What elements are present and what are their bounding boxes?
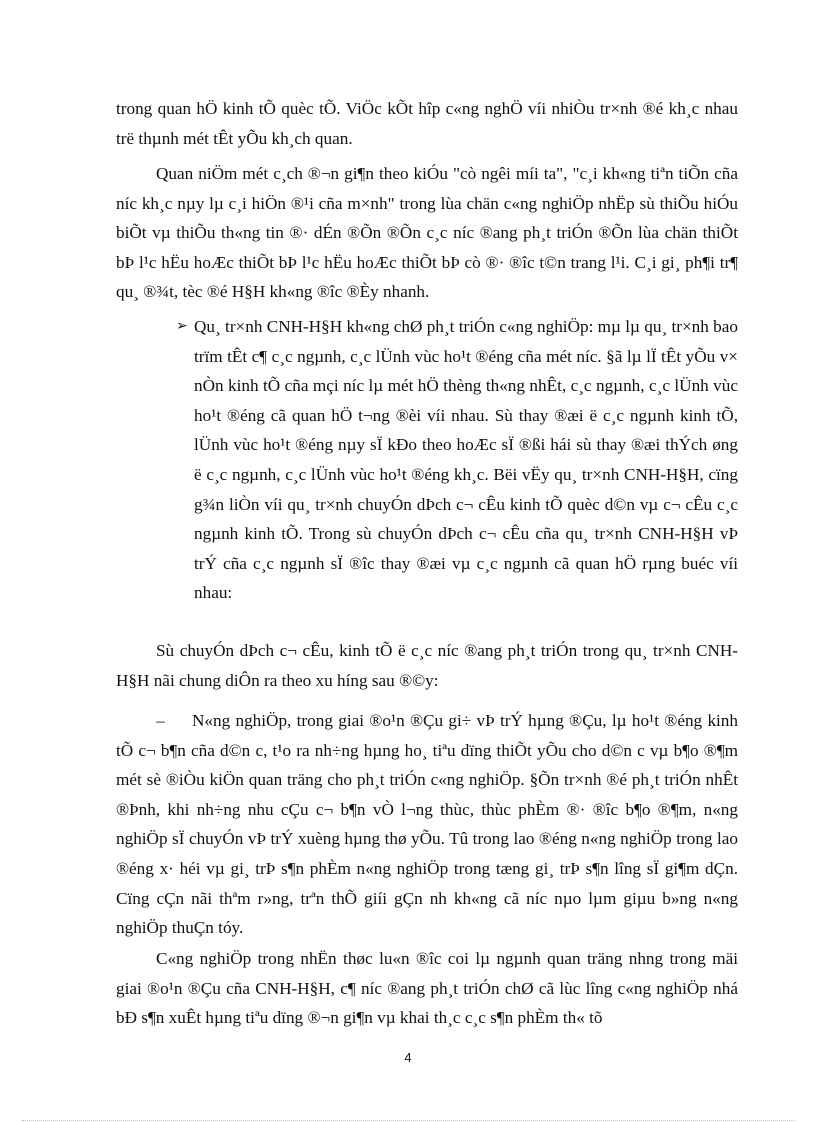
paragraph-intro: trong quan hÖ kinh tÕ quèc tÕ. ViÖc kÕt hîp c«ng nghÖ víi nhiÒu tr×nh ®é kh¸c nhau trë thµnh mét tÊt yÕu kh¸ch quan. [116, 99, 738, 148]
dash-list-item [116, 706, 738, 943]
bullet-text: Qu¸ tr×nh CNH-H§H kh«ng chØ ph¸t triÓn c«ng nghiÖp: mµ lµ qu¸ tr×nh bao trïm tÊt c¶ c¸c ngµnh, c¸c lÜnh vùc ho¹t ®éng cña mét níc. §ã lµ lÏ tÊt yÕu v× nÒn kinh tÕ cña mçi níc lµ mét hÖ thèng th«ng nhÊt, c¸c ngµnh, c¸c lÜnh vùc ho¹t ®éng cã quan hÖ t¬ng ®èi víi nhau. Sù thay ®æi ë c¸c ngµnh kinh tÕ, lÜnh vùc ho¹t ®éng nµy sÏ kÐo theo hoÆc sÏ ®ßi hái sù thay ®æi thÝch øng ë c¸c ngµnh, c¸c lÜnh vùc ho¹t ®éng kh¸c. Bëi vËy qu¸ tr×nh CNH-H§H, cïng g¾n liÒn víi qu¸ tr×nh chuyÓn dÞch c¬ cÊu kinh tÕ quèc d©n vµ c¬ cÊu c¸c ngµnh kinh tÕ. Trong sù chuyÓn dÞch c¬ cÊu cña qu¸ tr×nh CNH-H§H vÞ trÝ cña c¸c ngµnh sÏ ®îc thay ®æi vµ c¸c ngµnh cã quan hÖ rµng buéc víi nhau: [194, 317, 738, 603]
paragraph-industry: C«ng nghiÖp trong nhËn thøc lu«n ®îc coi lµ ngµnh quan träng nhng trong mäi giai ®o¹n ®Çu cña CNH-H§H, c¶ níc ®ang ph¸t triÓn chØ cã lùc lîng c«ng nghiÖp nhá bÐ s¶n xuÊt hµng tiªu dïng ®¬n gi¶n vµ khai th¸c c¸c s¶n phÈm th« tõ [116, 949, 738, 1028]
dash-item-text: N«ng nghiÖp, trong giai ®o¹n ®Çu gi÷ vÞ trÝ hµng ®Çu, lµ ho¹t ®éng kinh tÕ c¬ b¶n cña d©n c, t¹o ra nh÷ng hµng ho¸ tiªu dïng thiÕt yÕu cho d©n c vµ b¶o ®¶m mét sè ®iÒu kiÖn quan träng cho ph¸t triÓn c«ng nghiÖp. §Õn tr×nh ®é ph¸t triÓn nhÊt ®Þnh, khi nh÷ng nhu cÇu c¬ b¶n vÒ l¬ng thùc, thùc phÈm ®· ®îc b¶o ®¶m, n«ng nghiÖp sÏ chuyÓn vÞ trÝ xuèng hµng thø yÕu. Tû trong lao ®éng n«ng nghiÖp trong lao ®éng x· héi vµ gi¸ trÞ s¶n phÈm n«ng nghiÖp trong tæng gi¸ trÞ s¶n lîng sÏ gi¶m dÇn. Cïng cÇn nãi thªm r»ng, trªn thÕ giíi gÇn nh kh«ng cã níc nµo lµm giµu b»ng n«ng nghiÖp thuÇn tóy. [116, 711, 738, 938]
page-bottom-divider [22, 1120, 794, 1121]
bullet-item [176, 312, 738, 608]
paragraph-misconception: Quan niÖm mét c¸ch ®¬n gi¶n theo kiÓu "cò ngêi míi ta", "c¸i kh«ng tiªn tiÕn cña níc kh¸c nµy lµ c¸i hiÖn ®¹i cña m×nh" trong lùa chän c«ng nghiÖp nhËp sù thiÕu hiÓu biÕt vµ thiÕu th«ng tin ®· dÉn ®Õn ®Õn c¸c níc ®ang ph¸t triÓn ®Õn lùa chän thiÕt bÞ l¹c hËu hoÆc thiÕt bÞ l¹c hËu hoÆc thiÕt bÞ cò ®· ®îc t©n trang l¹i. C¸i gi¸ ph¶i tr¶ qu¸ ®¾t, tèc ®é H§H kh«ng ®îc ®Èy nhanh. [116, 164, 738, 302]
paragraph-structural-shift: Sù chuyÓn dÞch c¬ cÊu, kinh tÕ ë c¸c níc ®ang ph¸t triÓn trong qu¸ tr×nh CNH-H§H nãi chung diÔn ra theo xu híng sau ®©y: [116, 641, 738, 690]
dash-marker: – [156, 711, 165, 730]
page-number: 4 [404, 1050, 412, 1065]
arrow-bullet-icon: ➢ [176, 318, 188, 334]
